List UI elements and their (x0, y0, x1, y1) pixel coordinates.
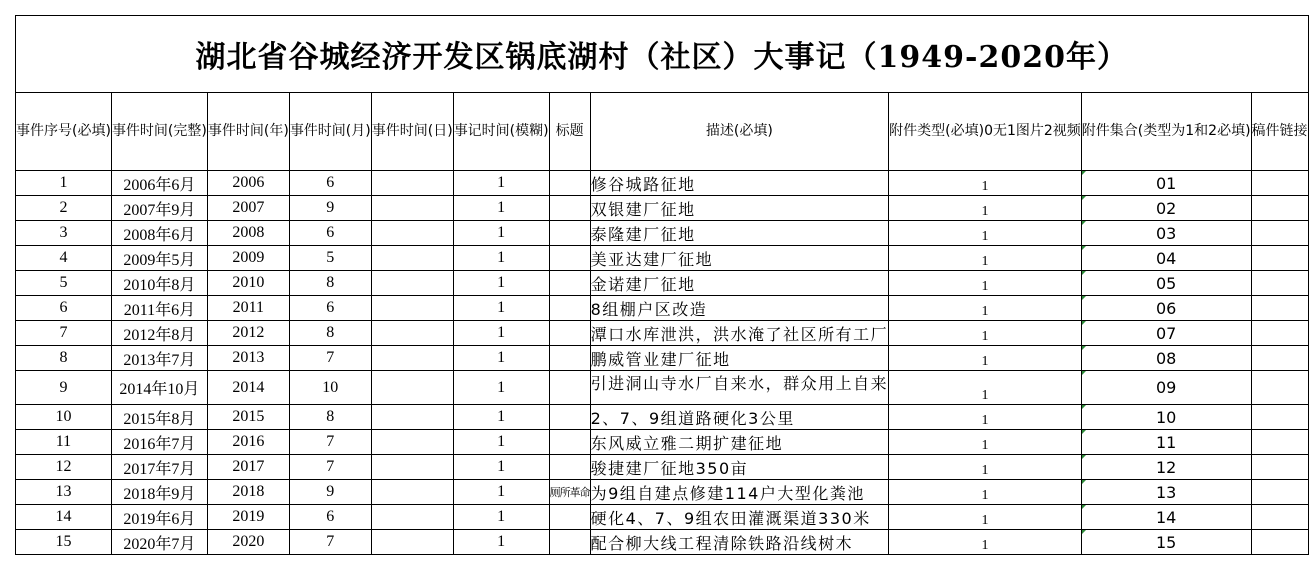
cell-att-type[interactable]: 1 (889, 346, 1082, 371)
cell-month[interactable]: 9 (289, 196, 371, 221)
cell-day[interactable] (371, 480, 453, 505)
cell-month[interactable]: 7 (289, 346, 371, 371)
cell-year[interactable]: 2019 (207, 505, 289, 530)
cell-month[interactable]: 10 (289, 371, 371, 405)
cell-seq[interactable]: 11 (16, 430, 112, 455)
cell-day[interactable] (371, 346, 453, 371)
cell-fuzzy[interactable]: 1 (453, 530, 549, 555)
cell-desc[interactable]: 为9组自建点修建114户大型化粪池 (590, 480, 889, 505)
cell-seq[interactable]: 1 (16, 171, 112, 196)
cell-link[interactable] (1251, 505, 1308, 530)
cell-heading[interactable]: 厕所革命 (549, 480, 590, 505)
cell-day[interactable] (371, 371, 453, 405)
cell-seq[interactable]: 3 (16, 221, 112, 246)
header-fuzzy[interactable]: 事记时间(模糊) (453, 93, 549, 171)
cell-year[interactable]: 2008 (207, 221, 289, 246)
cell-full-time[interactable]: 2008年6月 (111, 221, 207, 246)
cell-heading[interactable] (549, 271, 590, 296)
cell-full-time[interactable]: 2019年6月 (111, 505, 207, 530)
cell-desc[interactable]: 8组棚户区改造 (590, 296, 889, 321)
cell-link[interactable] (1251, 371, 1308, 405)
cell-fuzzy[interactable]: 1 (453, 171, 549, 196)
cell-year[interactable]: 2011 (207, 296, 289, 321)
cell-month[interactable]: 8 (289, 271, 371, 296)
cell-fuzzy[interactable]: 1 (453, 505, 549, 530)
cell-full-time[interactable]: 2016年7月 (111, 430, 207, 455)
cell-heading[interactable] (549, 346, 590, 371)
cell-fuzzy[interactable]: 1 (453, 430, 549, 455)
cell-year[interactable]: 2007 (207, 196, 289, 221)
cell-day[interactable] (371, 171, 453, 196)
cell-full-time[interactable]: 2006年6月 (111, 171, 207, 196)
cell-att-set[interactable]: 09 (1081, 371, 1251, 405)
cell-month[interactable]: 7 (289, 430, 371, 455)
cell-month[interactable]: 6 (289, 505, 371, 530)
cell-att-type[interactable]: 1 (889, 321, 1082, 346)
cell-year[interactable]: 2018 (207, 480, 289, 505)
cell-seq[interactable]: 15 (16, 530, 112, 555)
cell-day[interactable] (371, 505, 453, 530)
table-row (16, 221, 1309, 246)
cell-fuzzy[interactable]: 1 (453, 321, 549, 346)
cell-desc[interactable]: 骏捷建厂征地350亩 (590, 455, 889, 480)
cell-day[interactable] (371, 430, 453, 455)
cell-desc[interactable]: 泰隆建厂征地 (590, 221, 889, 246)
cell-att-set[interactable]: 02 (1081, 196, 1251, 221)
cell-full-time[interactable]: 2007年9月 (111, 196, 207, 221)
cell-att-type[interactable]: 1 (889, 371, 1082, 405)
cell-link[interactable] (1251, 246, 1308, 271)
cell-desc[interactable]: 美亚达建厂征地 (590, 246, 889, 271)
cell-fuzzy[interactable]: 1 (453, 346, 549, 371)
cell-desc[interactable]: 双银建厂征地 (590, 196, 889, 221)
cell-att-set[interactable]: 05 (1081, 271, 1251, 296)
cell-link[interactable] (1251, 271, 1308, 296)
cell-heading[interactable] (549, 171, 590, 196)
cell-link[interactable] (1251, 321, 1308, 346)
cell-desc[interactable]: 金诺建厂征地 (590, 271, 889, 296)
cell-att-type[interactable]: 1 (889, 430, 1082, 455)
cell-year[interactable]: 2013 (207, 346, 289, 371)
cell-att-set[interactable]: 13 (1081, 480, 1251, 505)
cell-att-type[interactable]: 1 (889, 171, 1082, 196)
cell-fuzzy[interactable]: 1 (453, 246, 549, 271)
table-row (16, 371, 1309, 405)
cell-fuzzy[interactable]: 1 (453, 455, 549, 480)
cell-att-type[interactable]: 1 (889, 271, 1082, 296)
cell-year[interactable]: 2010 (207, 271, 289, 296)
cell-year[interactable]: 2016 (207, 430, 289, 455)
cell-att-set[interactable]: 10 (1081, 405, 1251, 430)
cell-heading[interactable] (549, 430, 590, 455)
table-row (16, 171, 1309, 196)
cell-fuzzy[interactable]: 1 (453, 371, 549, 405)
cell-month[interactable]: 6 (289, 296, 371, 321)
cell-month[interactable]: 7 (289, 530, 371, 555)
cell-seq[interactable]: 8 (16, 346, 112, 371)
cell-year[interactable]: 2014 (207, 371, 289, 405)
cell-att-type[interactable]: 1 (889, 455, 1082, 480)
cell-heading[interactable] (549, 405, 590, 430)
table-row (16, 246, 1309, 271)
header-heading[interactable]: 标题 (549, 93, 590, 171)
cell-heading[interactable] (549, 196, 590, 221)
cell-seq[interactable]: 10 (16, 405, 112, 430)
cell-att-set[interactable]: 12 (1081, 455, 1251, 480)
cell-fuzzy[interactable]: 1 (453, 271, 549, 296)
cell-fuzzy[interactable]: 1 (453, 405, 549, 430)
cell-att-type[interactable]: 1 (889, 480, 1082, 505)
table-row (16, 405, 1309, 430)
cell-link[interactable] (1251, 530, 1308, 555)
cell-link[interactable] (1251, 221, 1308, 246)
cell-att-set[interactable]: 15 (1081, 530, 1251, 555)
header-att-type[interactable]: 附件类型(必填)0无1图片2视频 (889, 93, 1082, 171)
cell-att-set[interactable]: 07 (1081, 321, 1251, 346)
cell-day[interactable] (371, 405, 453, 430)
cell-desc[interactable]: 引进洞山寺水厂自来水，群众用上自来 (590, 371, 889, 405)
cell-att-type[interactable]: 1 (889, 296, 1082, 321)
cell-full-time[interactable]: 2018年9月 (111, 480, 207, 505)
cell-day[interactable] (371, 296, 453, 321)
cell-desc[interactable]: 硬化4、7、9组农田灌溉渠道330米 (590, 505, 889, 530)
cell-heading[interactable] (549, 321, 590, 346)
table-row (16, 296, 1309, 321)
cell-month[interactable]: 6 (289, 171, 371, 196)
cell-fuzzy[interactable]: 1 (453, 296, 549, 321)
cell-full-time[interactable]: 2009年5月 (111, 246, 207, 271)
cell-att-type[interactable]: 1 (889, 196, 1082, 221)
cell-desc[interactable]: 东风威立雅二期扩建征地 (590, 430, 889, 455)
cell-full-time[interactable]: 2015年8月 (111, 405, 207, 430)
cell-full-time[interactable]: 2017年7月 (111, 455, 207, 480)
table-row (16, 196, 1309, 221)
cell-year[interactable]: 2006 (207, 171, 289, 196)
cell-link[interactable] (1251, 405, 1308, 430)
cell-seq[interactable]: 5 (16, 271, 112, 296)
cell-full-time[interactable]: 2013年7月 (111, 346, 207, 371)
cell-heading[interactable] (549, 246, 590, 271)
table-row (16, 430, 1309, 455)
cell-day[interactable] (371, 221, 453, 246)
cell-full-time[interactable]: 2014年10月 (111, 371, 207, 405)
cell-month[interactable]: 8 (289, 405, 371, 430)
table-row (16, 346, 1309, 371)
cell-seq[interactable]: 4 (16, 246, 112, 271)
cell-day[interactable] (371, 321, 453, 346)
cell-year[interactable]: 2017 (207, 455, 289, 480)
cell-link[interactable] (1251, 346, 1308, 371)
cell-year[interactable]: 2015 (207, 405, 289, 430)
events-table (15, 15, 1309, 555)
table-row (16, 455, 1309, 480)
cell-link[interactable] (1251, 296, 1308, 321)
cell-full-time[interactable]: 2020年7月 (111, 530, 207, 555)
cell-fuzzy[interactable]: 1 (453, 196, 549, 221)
cell-heading[interactable] (549, 505, 590, 530)
cell-day[interactable] (371, 246, 453, 271)
table-row (16, 480, 1309, 505)
cell-year[interactable]: 2020 (207, 530, 289, 555)
cell-heading[interactable] (549, 530, 590, 555)
table-row (16, 271, 1309, 296)
cell-day[interactable] (371, 196, 453, 221)
cell-heading[interactable] (549, 371, 590, 405)
cell-att-set[interactable]: 08 (1081, 346, 1251, 371)
cell-link[interactable] (1251, 196, 1308, 221)
cell-link[interactable] (1251, 171, 1308, 196)
cell-day[interactable] (371, 271, 453, 296)
header-full-time[interactable]: 事件时间(完整) (111, 93, 207, 171)
table-row (16, 505, 1309, 530)
header-year[interactable]: 事件时间(年) (207, 93, 289, 171)
cell-year[interactable]: 2012 (207, 321, 289, 346)
cell-month[interactable]: 7 (289, 455, 371, 480)
cell-heading[interactable] (549, 455, 590, 480)
cell-desc[interactable]: 鹏威管业建厂征地 (590, 346, 889, 371)
header-desc[interactable]: 描述(必填) (590, 93, 889, 171)
cell-seq[interactable]: 14 (16, 505, 112, 530)
cell-desc[interactable]: 修谷城路征地 (590, 171, 889, 196)
header-seq[interactable]: 事件序号(必填) (16, 93, 112, 171)
cell-day[interactable] (371, 530, 453, 555)
cell-month[interactable]: 9 (289, 480, 371, 505)
sheet-title[interactable]: 湖北省谷城经济开发区锅底湖村（社区）大事记（1949-2020年） (16, 16, 1309, 93)
cell-desc[interactable]: 潭口水库泄洪，洪水淹了社区所有工厂 (590, 321, 889, 346)
table-row (16, 321, 1309, 346)
cell-att-set[interactable]: 04 (1081, 246, 1251, 271)
cell-month[interactable]: 8 (289, 321, 371, 346)
cell-seq[interactable]: 12 (16, 455, 112, 480)
cell-seq[interactable]: 2 (16, 196, 112, 221)
cell-month[interactable]: 5 (289, 246, 371, 271)
cell-link[interactable] (1251, 455, 1308, 480)
cell-att-set[interactable]: 11 (1081, 430, 1251, 455)
cell-att-set[interactable]: 06 (1081, 296, 1251, 321)
cell-att-type[interactable]: 1 (889, 405, 1082, 430)
cell-seq[interactable]: 9 (16, 371, 112, 405)
cell-att-type[interactable]: 1 (889, 530, 1082, 555)
cell-full-time[interactable]: 2012年8月 (111, 321, 207, 346)
cell-link[interactable] (1251, 430, 1308, 455)
cell-att-set[interactable]: 14 (1081, 505, 1251, 530)
cell-seq[interactable]: 13 (16, 480, 112, 505)
cell-link[interactable] (1251, 480, 1308, 505)
cell-att-type[interactable]: 1 (889, 505, 1082, 530)
cell-seq[interactable]: 7 (16, 321, 112, 346)
header-link[interactable]: 稿件链接 (1251, 93, 1308, 171)
cell-desc[interactable]: 配合柳大线工程清除铁路沿线树木 (590, 530, 889, 555)
table-row (16, 530, 1309, 555)
cell-heading[interactable] (549, 221, 590, 246)
cell-seq[interactable]: 6 (16, 296, 112, 321)
cell-full-time[interactable]: 2011年6月 (111, 296, 207, 321)
cell-att-type[interactable]: 1 (889, 246, 1082, 271)
cell-fuzzy[interactable]: 1 (453, 480, 549, 505)
cell-att-set[interactable]: 01 (1081, 171, 1251, 196)
cell-full-time[interactable]: 2010年8月 (111, 271, 207, 296)
cell-fuzzy[interactable]: 1 (453, 221, 549, 246)
cell-year[interactable]: 2009 (207, 246, 289, 271)
cell-att-set[interactable]: 03 (1081, 221, 1251, 246)
header-day[interactable]: 事件时间(日) (371, 93, 453, 171)
cell-heading[interactable] (549, 296, 590, 321)
cell-desc[interactable]: 2、7、9组道路硬化3公里 (590, 405, 889, 430)
header-att-set[interactable]: 附件集合(类型为1和2必填) (1081, 93, 1251, 171)
header-row (16, 93, 1309, 171)
cell-day[interactable] (371, 455, 453, 480)
header-month[interactable]: 事件时间(月) (289, 93, 371, 171)
cell-month[interactable]: 6 (289, 221, 371, 246)
cell-att-type[interactable]: 1 (889, 221, 1082, 246)
